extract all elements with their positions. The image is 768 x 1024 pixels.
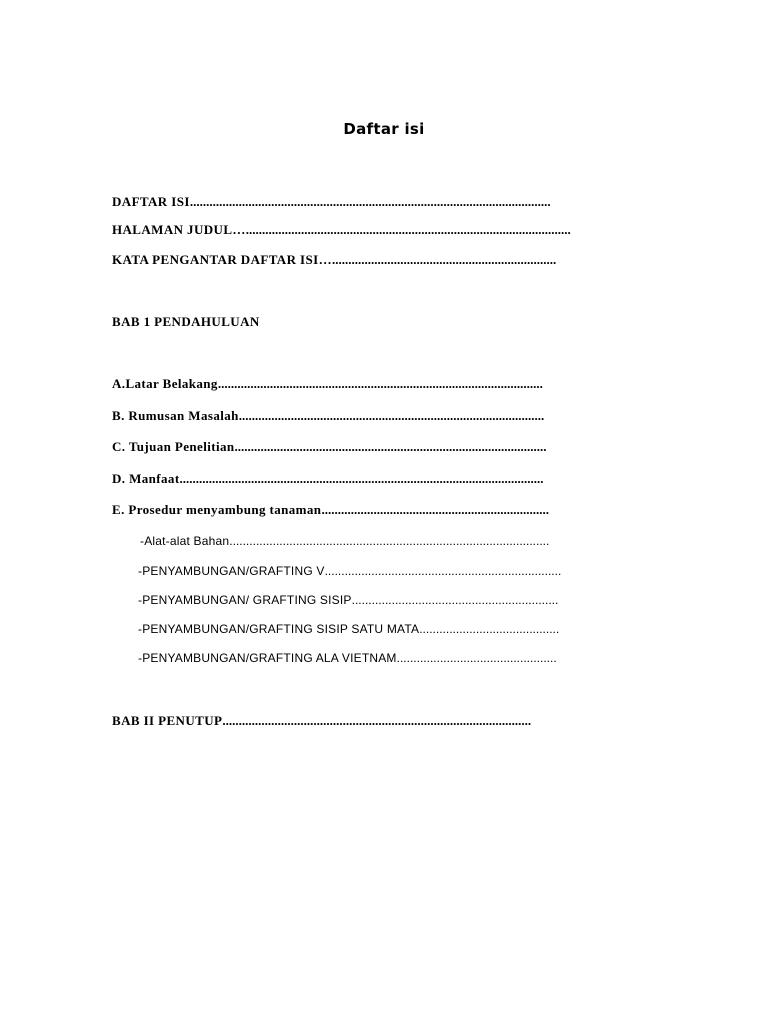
toc-entry-label: BAB II PENUTUP (112, 713, 223, 728)
toc-leader: .............................................................. (351, 593, 559, 607)
toc-entry-daftar-isi (112, 194, 551, 210)
toc-entry-label: B. Rumusan Masalah (112, 408, 239, 423)
toc-entry-label: C. Tujuan Penelitian (112, 439, 235, 454)
toc-entry-halaman-judul (112, 222, 571, 238)
toc-entry-label: BAB 1 PENDAHULUAN (112, 314, 260, 329)
toc-subentry-grafting-sisip (138, 593, 558, 607)
toc-leader: ................................................................................................ (229, 534, 550, 548)
toc-entry-manfaat (112, 471, 544, 487)
toc-entry-label: KATA PENGANTAR DAFTAR ISI… (112, 252, 332, 267)
toc-entry-prosedur (112, 502, 549, 518)
toc-entry-label: D. Manfaat (112, 471, 180, 486)
toc-leader: ............................................................................................................... (189, 194, 551, 209)
toc-leader: ...................................................................... (321, 502, 549, 517)
toc-leader: .................................................................................................... (245, 222, 571, 237)
toc-leader: .................................................................................................... (217, 376, 543, 391)
toc-leader: ....................................................................... (324, 564, 562, 578)
toc-entry-label: A.Latar Belakang (112, 376, 218, 391)
toc-leader: ................................................ (396, 651, 557, 665)
toc-entry-label: -PENYAMBUNGAN/ GRAFTING SISIP (138, 593, 352, 607)
toc-chapter-bab-2 (112, 713, 531, 729)
toc-leader: ..................................................................... (331, 252, 557, 267)
toc-entry-label: E. Prosedur menyambung tanaman (112, 502, 322, 517)
toc-entry-tujuan-penelitian (112, 439, 547, 455)
toc-leader: ............................................................................................... (222, 713, 532, 728)
toc-entry-label: -PENYAMBUNGAN/GRAFTING V (138, 564, 325, 578)
toc-entry-kata-pengantar (112, 252, 556, 268)
toc-subentry-alat-bahan (140, 534, 549, 548)
toc-subentry-grafting-ala-vietnam (138, 651, 557, 665)
toc-subentry-grafting-sisip-satu-mata (138, 622, 559, 636)
toc-entry-rumusan-masalah (112, 408, 544, 424)
toc-leader: .............................................................................................. (238, 408, 545, 423)
toc-entry-latar-belakang (112, 376, 543, 392)
toc-entry-label: DAFTAR ISI (112, 194, 190, 209)
toc-entry-label: HALAMAN JUDUL… (112, 222, 246, 237)
page-title: Daftar isi (343, 120, 425, 138)
toc-chapter-bab-1 (112, 314, 260, 330)
toc-leader: ................................................................................................................ (179, 471, 544, 486)
toc-leader: ................................................................................................ (234, 439, 547, 454)
toc-subentry-grafting-v (138, 564, 561, 578)
toc-entry-label: -Alat-alat Bahan (140, 534, 230, 548)
toc-entry-label: -PENYAMBUNGAN/GRAFTING ALA VIETNAM (138, 651, 397, 665)
toc-leader: .......................................... (419, 622, 560, 636)
toc-entry-label: -PENYAMBUNGAN/GRAFTING SISIP SATU MATA (138, 622, 420, 636)
